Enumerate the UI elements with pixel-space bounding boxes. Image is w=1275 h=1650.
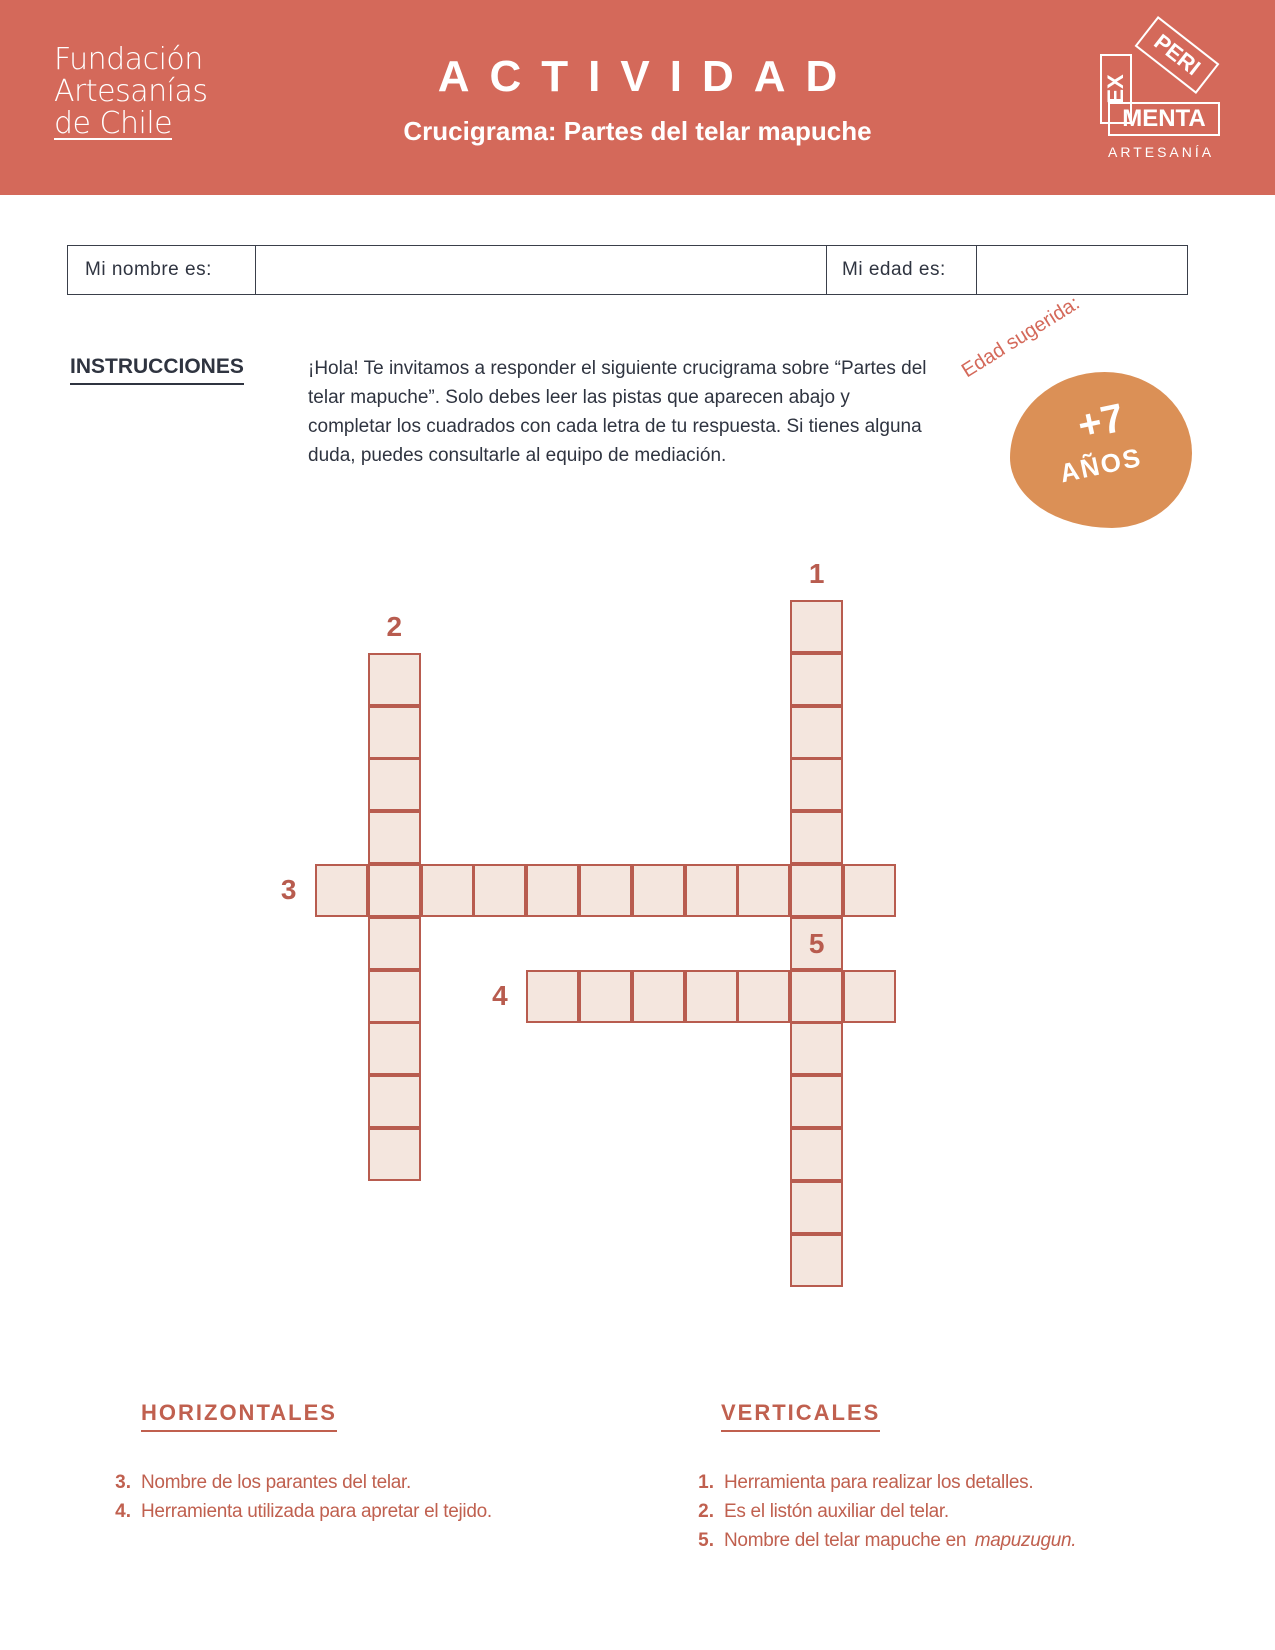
page-title: ACTIVIDAD — [437, 52, 858, 101]
org-logo-line-3: de Chile — [54, 106, 173, 141]
vertical-clues-heading: VERTICALES — [721, 1400, 880, 1432]
crossword-cell[interactable] — [843, 864, 896, 917]
crossword-cell[interactable] — [790, 970, 843, 1023]
horizontal-clues-list — [95, 1468, 492, 1526]
crossword-cell[interactable] — [632, 864, 685, 917]
clue-text — [724, 1530, 1076, 1552]
crossword-cell[interactable] — [632, 970, 685, 1023]
crossword-cell[interactable] — [368, 864, 421, 917]
clue-text: Herramienta utilizada para apretar el tejido. — [141, 1500, 492, 1522]
org-logo-line-2: Artesanías — [54, 74, 208, 109]
crossword-cell[interactable] — [368, 653, 421, 706]
clue-number: 4. — [115, 1500, 131, 1522]
crossword-cell[interactable] — [579, 864, 632, 917]
crossword-cell[interactable] — [790, 864, 843, 917]
crossword-cell[interactable] — [368, 1075, 421, 1128]
crossword-number-5: 5 — [808, 927, 825, 959]
logo-peri-box: PERI — [1135, 16, 1220, 94]
age-caption: Edad sugerida: — [957, 292, 1084, 383]
clue-item — [678, 1526, 1076, 1555]
instructions-text: ¡Hola! Te invitamos a responder el siguiente crucigrama sobre “Partes del telar mapuche”. Solo debes leer las pistas que aparecen abajo y completar los cuadrados con cada letra de tu respuesta. Si tienes alguna duda, puedes consultarle al equipo de mediación. — [308, 358, 927, 466]
clue-item — [95, 1468, 492, 1497]
clue-number: 2. — [698, 1500, 714, 1522]
clue-number: 5. — [698, 1529, 714, 1551]
crossword-cell[interactable] — [737, 864, 790, 917]
crossword-cell[interactable] — [473, 864, 526, 917]
crossword-cell[interactable] — [368, 917, 421, 970]
logo-tagline: ARTESANÍA — [1108, 144, 1215, 160]
crossword-number-1: 1 — [808, 558, 825, 589]
student-info-form — [67, 245, 1188, 295]
crossword-cell[interactable] — [790, 917, 843, 970]
clue-item — [678, 1468, 1076, 1497]
clue-item — [95, 1497, 492, 1526]
crossword-number-3: 3 — [280, 874, 297, 905]
crossword-cell[interactable] — [526, 864, 579, 917]
clue-text-italic: mapuzugun. — [974, 1529, 1077, 1551]
clue-item — [678, 1497, 1076, 1526]
clue-number: 3. — [115, 1471, 131, 1493]
instructions-heading: INSTRUCCIONES — [70, 355, 244, 385]
crossword-cell[interactable] — [368, 758, 421, 811]
name-field[interactable] — [256, 246, 827, 294]
crossword-cell[interactable] — [790, 653, 843, 706]
crossword-cell[interactable] — [790, 758, 843, 811]
experimenta-logo — [1100, 24, 1230, 164]
crossword-cell[interactable] — [368, 1128, 421, 1181]
clue-number: 1. — [698, 1471, 714, 1493]
crossword-cell[interactable] — [737, 970, 790, 1023]
crossword-cell[interactable] — [790, 1234, 843, 1287]
crossword-cell[interactable] — [368, 811, 421, 864]
logo-menta-box: MENTA — [1108, 102, 1220, 136]
page-subtitle: Crucigrama: Partes del telar mapuche — [403, 116, 872, 146]
logo-ex-text: EX — [1103, 74, 1128, 104]
crossword-cell[interactable] — [790, 706, 843, 759]
crossword-cell[interactable] — [368, 1022, 421, 1075]
crossword-cell[interactable] — [421, 864, 474, 917]
clue-text-plain: Nombre del telar mapuche en — [724, 1529, 972, 1551]
crossword-cell[interactable] — [526, 970, 579, 1023]
crossword-number-2: 2 — [386, 610, 403, 642]
header-banner — [0, 0, 1275, 195]
clue-text: Herramienta para realizar los detalles. — [724, 1471, 1034, 1493]
crossword-cell[interactable] — [790, 811, 843, 864]
vertical-clues-list — [678, 1468, 1076, 1555]
age-badge — [1010, 372, 1192, 528]
horizontal-clues-heading: HORIZONTALES — [141, 1400, 337, 1432]
crossword-cell[interactable] — [579, 970, 632, 1023]
org-logo-line-1: Fundación — [54, 42, 203, 77]
age-label: Mi edad es: — [827, 246, 977, 294]
crossword-cell[interactable] — [685, 864, 738, 917]
crossword-cell[interactable] — [790, 1128, 843, 1181]
crossword-cell[interactable] — [368, 706, 421, 759]
crossword-number-4: 4 — [492, 979, 508, 1011]
crossword-cell[interactable] — [843, 970, 896, 1023]
crossword-cell[interactable] — [790, 1022, 843, 1075]
crossword-cell[interactable] — [368, 970, 421, 1023]
crossword-cell[interactable] — [685, 970, 738, 1023]
name-label: Mi nombre es: — [68, 246, 256, 294]
crossword-cell[interactable] — [315, 864, 368, 917]
clue-text: Es el listón auxiliar del telar. — [724, 1500, 949, 1522]
age-value: +7 — [1074, 395, 1128, 449]
age-unit: AÑOS — [1057, 441, 1145, 489]
crossword-cell[interactable] — [790, 1181, 843, 1234]
clue-text: Nombre de los parantes del telar. — [141, 1471, 411, 1493]
age-field[interactable] — [977, 246, 1187, 294]
crossword-cell[interactable] — [790, 1075, 843, 1128]
crossword-cell[interactable] — [790, 600, 843, 653]
